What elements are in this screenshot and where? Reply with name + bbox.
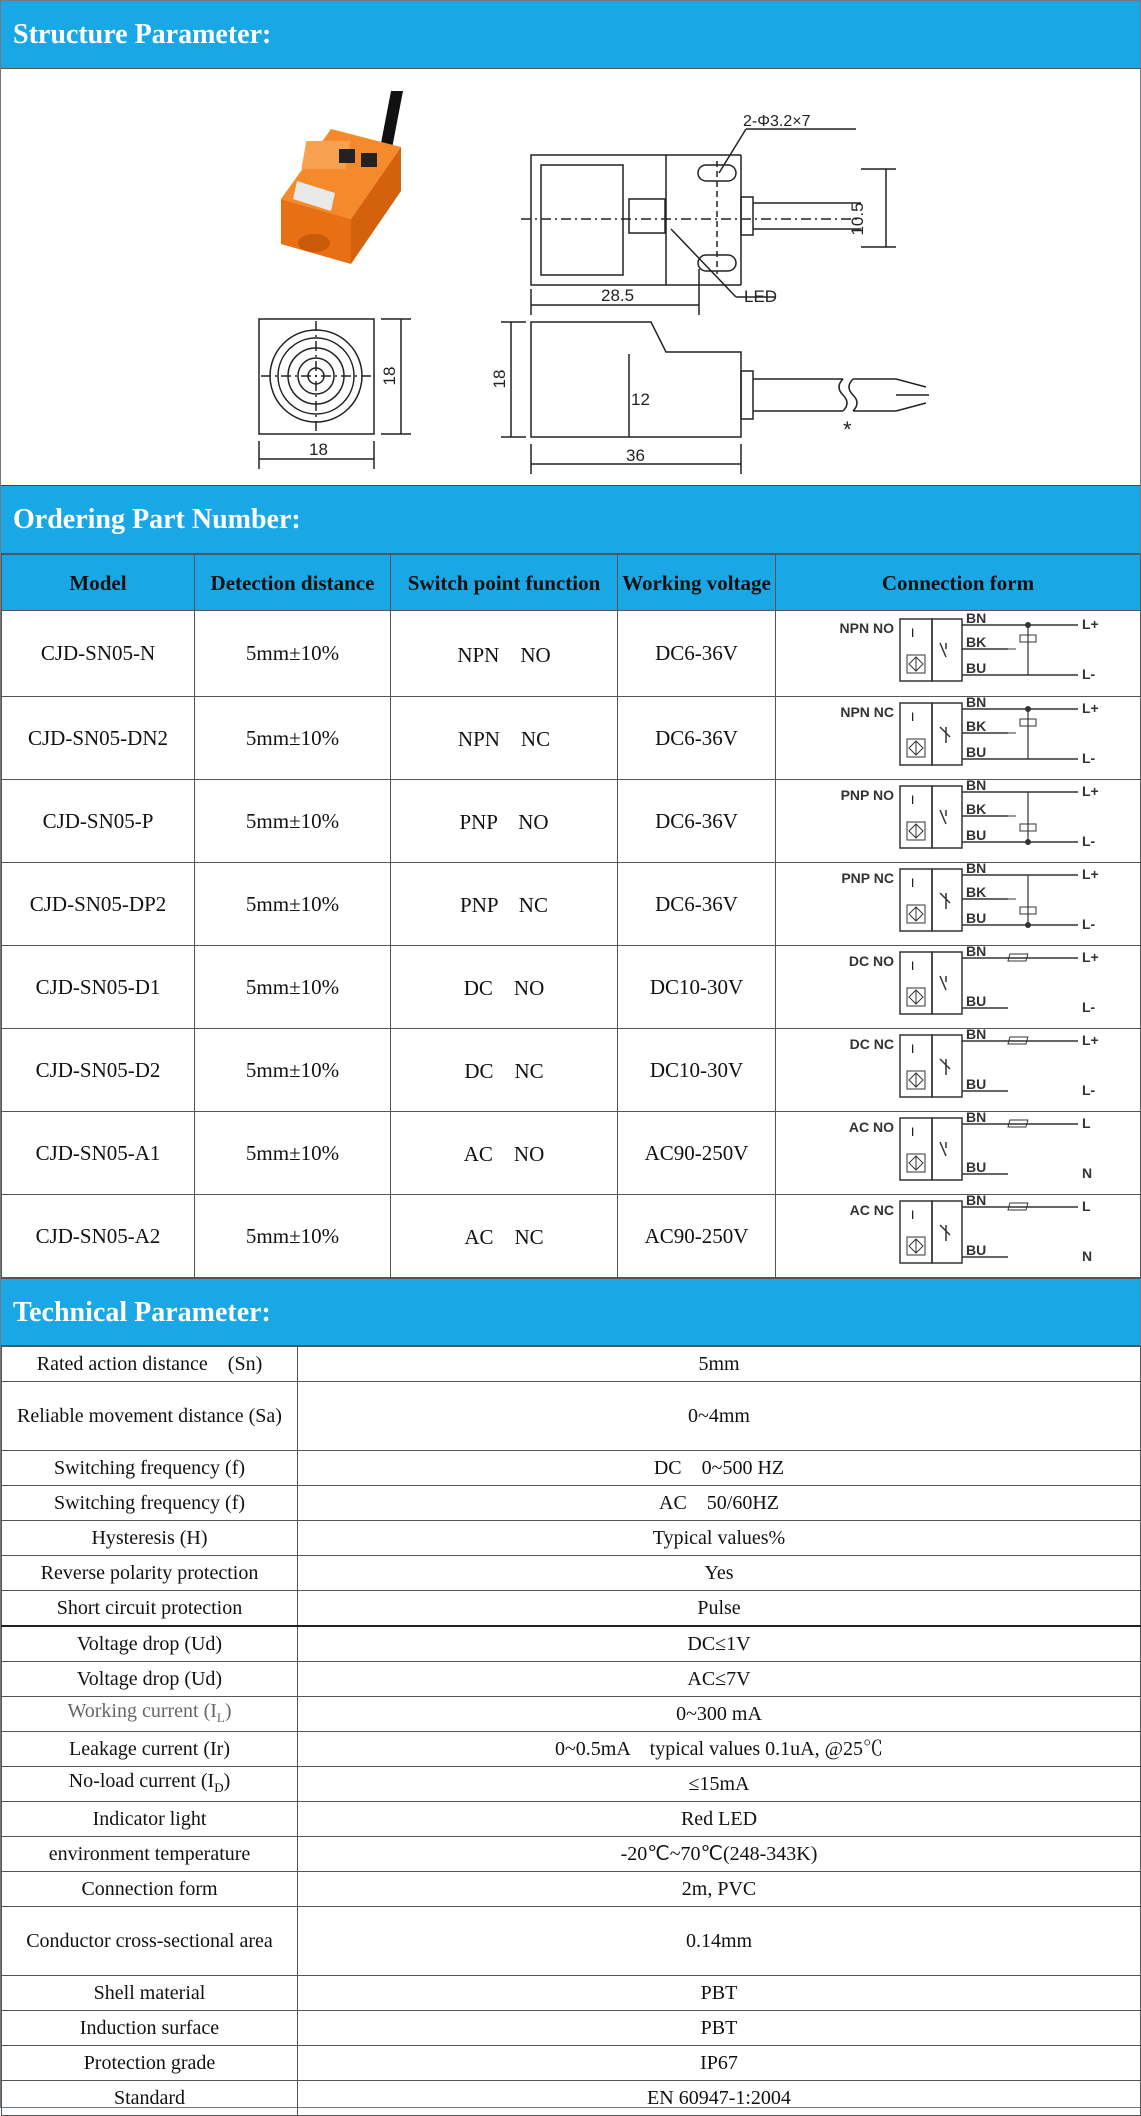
wire-label: BN [966,1029,987,1042]
parameter-value: DC≤1V [298,1626,1141,1662]
function-cell: AC NO [391,1112,618,1195]
parameter-name-text: Working current (I [67,1699,217,1722]
parameter-name [2,1556,298,1591]
distance-cell: 5mm±10% [195,611,391,697]
technical-row [2,1382,1141,1451]
parameter-name [2,1837,298,1872]
cable-length-mark: * [843,417,852,442]
model-cell: CJD-SN05-A2 [2,1195,195,1278]
wire-label: BU [966,1076,987,1092]
svg-text:I: I [911,710,915,724]
voltage-cell: AC90-250V [618,1195,776,1278]
terminal-top-label: L [1082,1198,1091,1214]
terminal-bottom-label: L- [1082,833,1096,849]
svg-text:I: I [911,625,915,640]
diagram-label: NPN NC [840,704,894,720]
parameter-name-text: Voltage drop (Ud) [76,1633,223,1655]
model-cell: CJD-SN05-D1 [2,946,195,1029]
parameter-name [2,1802,298,1837]
terminal-top-label: L+ [1082,949,1099,965]
terminal-bottom-label: L- [1082,750,1096,766]
dimension-drawing [1,69,1140,485]
technical-row [2,2011,1141,2046]
ordering-row [2,1195,1141,1278]
ordering-part-number-heading: Ordering Part Number: [1,486,1140,554]
wire-label: BU [966,659,987,676]
terminal-bottom-label: L- [1082,1082,1096,1098]
terminal-top-label: L+ [1082,866,1099,882]
wiring-diagram [808,613,1108,689]
face-width-dimension: 18 [309,440,328,459]
front-face-view [259,319,411,469]
function-cell: PNP NO [391,780,618,863]
technical-row [2,1556,1141,1591]
distance-cell: 5mm±10% [195,863,391,946]
wire-label: BN [966,697,987,710]
svg-text:I: I [911,959,915,973]
wire-label: BU [966,744,987,760]
connection-diagram-cell [776,697,1141,780]
ordering-row [2,697,1141,780]
parameter-name-text: Leakage current (Ir) [69,1738,230,1760]
ordering-row [2,1029,1141,1112]
parameter-name [2,1662,298,1697]
voltage-cell: DC6-36V [618,611,776,697]
parameter-name [2,2081,298,2116]
connection-diagram-cell [776,780,1141,863]
distance-cell: 5mm±10% [195,946,391,1029]
svg-text:I: I [911,876,915,890]
technical-row [2,1451,1141,1486]
parameter-value: -20℃~70℃(248-343K) [298,1837,1141,1872]
wiring-diagram [808,1112,1108,1188]
technical-row [2,2081,1141,2116]
svg-text:I: I [911,1042,915,1056]
voltage-cell: DC6-36V [618,863,776,946]
header-model: Model [2,555,195,611]
technical-row [2,1591,1141,1627]
technical-row [2,1872,1141,1907]
connection-diagram-cell [776,863,1141,946]
connection-diagram-cell [776,1029,1141,1112]
terminal-top-label: L [1082,1115,1091,1131]
wire-label: BN [966,612,987,626]
model-cell: CJD-SN05-DN2 [2,697,195,780]
technical-parameter-heading: Technical Parameter: [1,1278,1140,1346]
diagram-label: PNP NC [841,870,894,886]
function-cell: AC NC [391,1195,618,1278]
terminal-bottom-label: L- [1082,916,1096,932]
diagram-label: NPN NO [839,619,894,636]
technical-row [2,1732,1141,1767]
wiring-diagram [808,1195,1108,1271]
parameter-name-text: Reliable movement distance (Sa) [17,1405,282,1427]
structure-parameter-heading: Structure Parameter: [1,1,1140,69]
parameter-value: PBT [298,2011,1141,2046]
parameter-suffix: ) [224,1699,232,1722]
parameter-subscript: D [214,1779,224,1795]
svg-text:I: I [911,793,915,807]
parameter-name-text: Voltage drop (Ud) [76,1668,223,1690]
function-cell: DC NO [391,946,618,1029]
parameter-name [2,2046,298,2081]
technical-table [1,1346,1141,2116]
parameter-name [2,1382,298,1451]
connection-diagram-cell [776,1112,1141,1195]
parameter-value: 0~4mm [298,1382,1141,1451]
ordering-table [1,554,1141,1278]
diagram-label: AC NO [848,1119,894,1135]
ordering-row [2,611,1141,697]
parameter-value: Typical values% [298,1521,1141,1556]
diagram-label: DC NC [849,1036,894,1052]
parameter-name [2,1767,298,1802]
parameter-name-text: Conductor cross-sectional area [26,1930,273,1952]
parameter-name-text: Standard [113,2087,186,2109]
parameter-value: IP67 [298,2046,1141,2081]
diagram-label: AC NC [849,1202,894,1218]
wire-label: BN [966,780,987,793]
parameter-value: 0.14mm [298,1907,1141,1976]
distance-cell: 5mm±10% [195,1112,391,1195]
parameter-name-text: Short circuit protection [56,1597,243,1619]
sensor-photo [281,91,403,264]
distance-cell: 5mm±10% [195,1195,391,1278]
wire-label: BK [966,884,987,900]
wiring-diagram [808,1029,1108,1105]
header-working-voltage: Working voltage [618,555,776,611]
technical-row [2,2046,1141,2081]
side-height-dimension: 18 [490,369,509,389]
wire-label: BU [966,827,987,843]
distance-cell: 5mm±10% [195,1029,391,1112]
terminal-bottom-label: L- [1082,999,1096,1015]
structure-drawing-area [1,69,1140,486]
parameter-name [2,1697,298,1732]
top-view [521,129,896,315]
wire-label: BU [966,1242,987,1258]
holes-dimension: 2-Φ3.2×7 [743,113,811,130]
model-cell: CJD-SN05-DP2 [2,863,195,946]
header-switch-point-function: Switch point function [391,555,618,611]
parameter-name-text: Hysteresis (H) [91,1527,208,1549]
side-inner-dimension: 12 [631,390,650,409]
terminal-top-label: L+ [1082,783,1099,799]
side-view [501,322,929,474]
distance-cell: 5mm±10% [195,697,391,780]
parameter-value: Red LED [298,1802,1141,1837]
technical-row [2,1802,1141,1837]
header-connection-form: Connection form [776,555,1141,611]
terminal-top-label: L+ [1082,700,1099,716]
parameter-value: AC 50/60HZ [298,1486,1141,1521]
ordering-row [2,780,1141,863]
voltage-cell: DC6-36V [618,780,776,863]
diagram-label: DC NO [848,953,894,969]
parameter-subscript: L [216,1709,225,1725]
parameter-name-text: Protection grade [83,2052,216,2074]
wire-label: BN [966,946,987,959]
parameter-name-text: Induction surface [79,2017,220,2039]
parameter-name [2,1626,298,1662]
parameter-name-text: Shell material [93,1982,206,2004]
connection-diagram-cell [776,946,1141,1029]
technical-row [2,1976,1141,2011]
wire-label: BN [966,863,987,876]
svg-text:I: I [911,1125,915,1139]
function-cell: PNP NC [391,863,618,946]
technical-row [2,1347,1141,1382]
ordering-row [2,946,1141,1029]
parameter-name-text: Rated action distance (Sn) [36,1353,263,1375]
parameter-name-text: Reverse polarity protection [40,1562,259,1584]
parameter-value: 0~0.5mA typical values 0.1uA, @25℃ [298,1732,1141,1767]
face-height-dimension: 18 [380,366,399,386]
wire-label: BN [966,1112,987,1125]
ordering-row [2,863,1141,946]
technical-row [2,1662,1141,1697]
function-cell: NPN NC [391,697,618,780]
parameter-name [2,1451,298,1486]
parameter-name [2,1976,298,2011]
technical-row [2,1521,1141,1556]
svg-text:I: I [911,1208,915,1222]
parameter-suffix: ) [223,1769,231,1792]
model-cell: CJD-SN05-P [2,780,195,863]
connection-diagram-cell [776,1195,1141,1278]
terminal-bottom-label: L- [1082,665,1096,682]
wire-label: BK [966,801,987,817]
parameter-name [2,1521,298,1556]
voltage-cell: DC6-36V [618,697,776,780]
terminal-bottom-label: N [1082,1165,1093,1181]
technical-row [2,1767,1141,1802]
wire-label: BU [966,910,987,926]
terminal-top-label: L+ [1082,1032,1099,1048]
technical-row [2,1837,1141,1872]
parameter-name [2,1486,298,1521]
voltage-cell: AC90-250V [618,1112,776,1195]
parameter-value: DC 0~500 HZ [298,1451,1141,1486]
parameter-name-text: Switching frequency (f) [53,1492,246,1514]
wire-label: BK [966,718,987,734]
parameter-name-text: Switching frequency (f) [53,1457,246,1479]
distance-cell: 5mm±10% [195,780,391,863]
voltage-cell: DC10-30V [618,946,776,1029]
technical-row [2,1486,1141,1521]
voltage-cell: DC10-30V [618,1029,776,1112]
parameter-name [2,1347,298,1382]
wiring-diagram [808,946,1108,1022]
wiring-diagram [808,697,1108,773]
height-dimension: 10.5 [848,202,867,236]
diagram-label: PNP NO [840,787,894,803]
parameter-value: 0~300 mA [298,1697,1141,1732]
wiring-diagram [808,780,1108,856]
parameter-value: EN 60947-1:2004 [298,2081,1141,2116]
wiring-diagram [808,863,1108,939]
parameter-value: 2m, PVC [298,1872,1141,1907]
parameter-name [2,1732,298,1767]
model-cell: CJD-SN05-N [2,611,195,697]
wire-label: BU [966,993,987,1009]
parameter-name [2,1872,298,1907]
parameter-value: 5mm [298,1347,1141,1382]
parameter-name [2,1907,298,1976]
model-cell: CJD-SN05-A1 [2,1112,195,1195]
header-detection-distance: Detection distance [195,555,391,611]
technical-row [2,1626,1141,1662]
parameter-value: PBT [298,1976,1141,2011]
ordering-header-row [2,555,1141,611]
led-label: LED [744,287,778,306]
parameter-name [2,2011,298,2046]
parameter-name-text: environment temperature [48,1843,251,1865]
technical-row [2,1907,1141,1976]
connection-diagram-cell [776,611,1141,697]
terminal-bottom-label: N [1082,1248,1093,1264]
parameter-value: Pulse [298,1591,1141,1627]
wire-label: BU [966,1159,987,1175]
function-cell: NPN NO [391,611,618,697]
terminal-top-label: L+ [1082,615,1099,632]
parameter-value: AC≤7V [298,1662,1141,1697]
model-cell: CJD-SN05-D2 [2,1029,195,1112]
parameter-value: ≤15mA [298,1767,1141,1802]
technical-row [2,1697,1141,1732]
wire-label: BN [966,1195,987,1208]
parameter-name-text: No-load current (I [68,1769,215,1792]
side-width-dimension: 36 [626,446,645,465]
wire-label: BK [966,633,987,650]
function-cell: DC NC [391,1029,618,1112]
parameter-name-text: Indicator light [92,1808,207,1830]
parameter-name-text: Connection form [81,1878,218,1900]
parameter-value: Yes [298,1556,1141,1591]
ordering-row [2,1112,1141,1195]
parameter-name [2,1591,298,1627]
width-dimension: 28.5 [601,286,635,305]
